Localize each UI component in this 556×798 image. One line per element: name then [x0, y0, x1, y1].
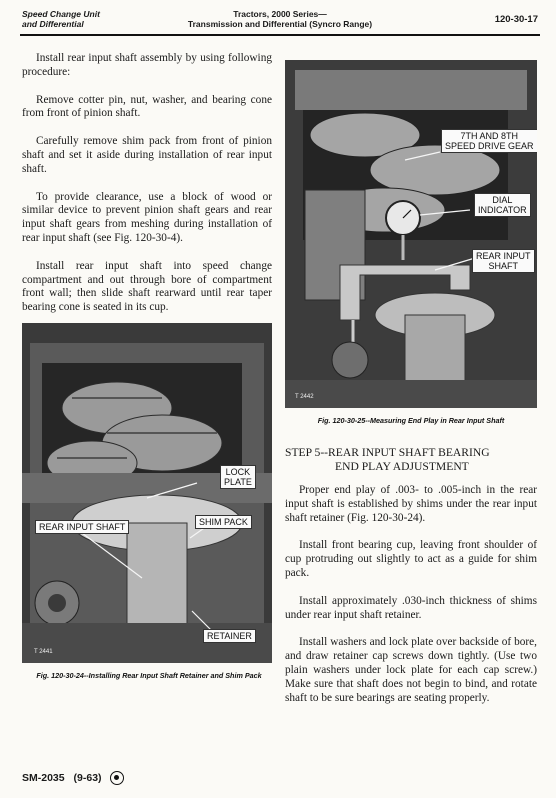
- header-divider: [20, 34, 540, 36]
- paragraph-install-procedure: Install rear input shaft assembly by using following procedure:: [22, 52, 272, 78]
- figure-24-caption: Fig. 120-30-24--Installing Rear Input Shaft Retainer and Shim Pack: [36, 671, 262, 680]
- paragraph-remove-shim-pack: Carefully remove shim pack from front of pinion shaft and set it aside during installation of rear input shaft.: [22, 135, 272, 175]
- right-column: [285, 446, 537, 719]
- footer-date: (9-63): [73, 771, 102, 784]
- figure-24-illustration: [22, 323, 272, 663]
- header-section-title: [22, 9, 142, 29]
- step-5-title: [285, 446, 537, 474]
- paragraph-provide-clearance: To provide clearance, use a block of wood or similar device to prevent pinion shaft gears and rear input shaft gears from meshing during installation of rear input shaft (see Fig. 120-30-4).: [22, 190, 272, 244]
- paragraph-install-front-bearing-cup: Install front bearing cup, leaving front shoulder of cup protruding out slightly to act as a guide for shim pack.: [285, 539, 537, 579]
- header-center-line2: Transmission and Differential (Syncro Range): [187, 19, 373, 29]
- figure-24-photo-number: T 2441: [34, 649, 53, 655]
- step-5-title-line2: END PLAY ADJUSTMENT: [335, 460, 469, 473]
- header-manual-title: [150, 9, 410, 29]
- callout-shim-pack: SHIM PACK: [195, 515, 252, 529]
- figure-24-photo: [22, 323, 272, 663]
- callout-retainer: RETAINER: [203, 629, 256, 643]
- paragraph-install-shims: Install approximately .030-inch thickness of shims under rear input shaft retainer.: [285, 594, 537, 621]
- left-column: [22, 52, 272, 329]
- callout-rear-input-shaft-24: REAR INPUT SHAFT: [35, 520, 129, 534]
- callout-rear-input-shaft-25: REAR INPUT SHAFT: [472, 249, 535, 273]
- figure-25-photo-number: T 2442: [295, 394, 314, 400]
- footer: [22, 771, 124, 785]
- header-center-line1: Tractors, 2000 Series—: [233, 9, 327, 19]
- step-5-title-line1: STEP 5--REAR INPUT SHAFT BEARING: [285, 446, 490, 459]
- header-left-line1: Speed Change Unit: [22, 9, 100, 19]
- figure-25-illustration: [285, 60, 537, 408]
- paragraph-install-washers: Install washers and lock plate over backside of bore, and draw retainer cap screws down tightly. (Use two plain washers under lock plate for each cap screw.) Make sure that shaft does not begin to bind, and rotate shaft to be sure bearings are seating properly.: [285, 636, 537, 704]
- paragraph-remove-cotter-pin: Remove cotter pin, nut, washer, and bearing cone from front of pinion shaft.: [22, 93, 272, 120]
- page-reference: 120-30-17: [494, 14, 538, 25]
- paragraph-proper-end-play: Proper end play of .003- to .005-inch in the rear input shaft is established by shims under the rear input shaft retainer (Fig. 120-30-24).: [285, 484, 537, 524]
- callout-dial-indicator: DIAL INDICATOR: [474, 193, 531, 217]
- paragraph-install-shaft: Install rear input shaft into speed change compartment and out through bore of compartment front wall; then slide shaft rearward until rear taper bearing cone is seated in its cup.: [22, 259, 272, 314]
- callout-lock-plate: LOCK PLATE: [220, 465, 256, 489]
- figure-25-photo: [285, 60, 537, 408]
- header-left-line2: and Differential: [22, 19, 84, 29]
- footer-code: SM-2035: [22, 771, 65, 784]
- callout-speed-drive-gear: 7TH AND 8TH SPEED DRIVE GEAR: [441, 129, 537, 153]
- publisher-logo-icon: [110, 771, 124, 785]
- figure-25-caption: Fig. 120-30-25--Measuring End Play in Rear Input Shaft: [317, 416, 505, 425]
